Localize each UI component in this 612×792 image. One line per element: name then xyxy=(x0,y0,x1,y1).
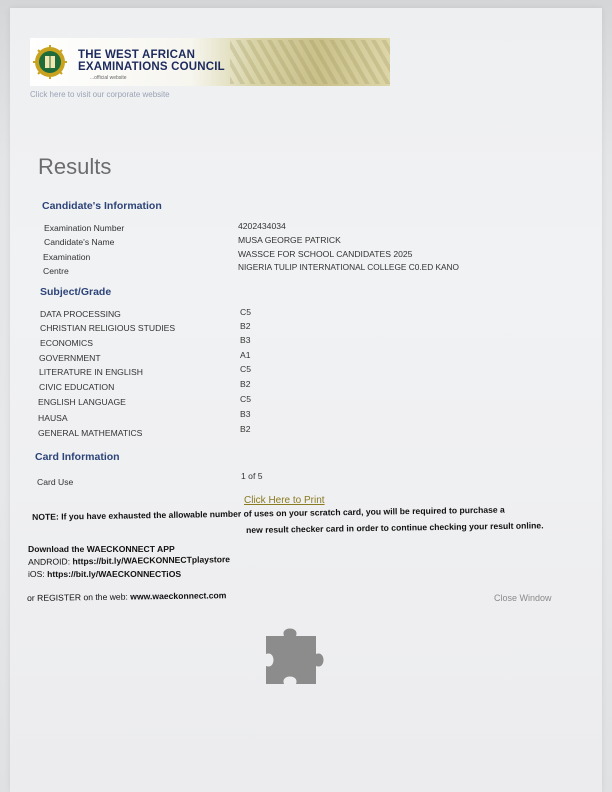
page-title: Results xyxy=(38,154,112,179)
examination-value: WASSCE FOR SCHOOL CANDIDATES 2025 xyxy=(238,249,413,259)
card-use-value: 1 of 5 xyxy=(241,471,263,481)
centre-label: Centre xyxy=(43,266,69,276)
exam-number-value: 4202434034 xyxy=(238,221,286,231)
app-download-text: Download the WAECKONNECT APP xyxy=(28,544,175,554)
corporate-website-link[interactable]: Click here to visit our corporate website xyxy=(30,90,170,99)
candidate-name-label: Candidate's Name xyxy=(44,237,115,247)
candidate-name-value: MUSA GEORGE PATRICK xyxy=(238,235,341,245)
puzzle-piece-icon xyxy=(260,622,330,688)
note-line2: new result checker card in order to continue checking your result online. xyxy=(246,520,544,535)
org-subtitle: ...official website xyxy=(90,75,127,81)
register-prefix: or REGISTER on the web: xyxy=(27,591,128,603)
note-line1: If you have exhausted the allowable number of uses on your scratch card, you will be required to purchase a xyxy=(61,504,505,522)
ios-label: iOS: xyxy=(28,569,45,579)
register-link[interactable]: www.waeckonnect.com xyxy=(130,590,227,602)
subject-grade-heading: Subject/Grade xyxy=(40,286,112,298)
grade-row-value: B2 xyxy=(240,379,251,389)
grade-row-value: B3 xyxy=(240,335,251,345)
grade-row-subject: GOVERNMENT xyxy=(39,353,101,363)
note-prefix: NOTE: xyxy=(32,511,59,522)
card-use-label: Card Use xyxy=(37,477,74,487)
grade-row-value: A1 xyxy=(240,350,251,360)
waec-crest-icon xyxy=(33,45,67,79)
examination-label: Examination xyxy=(43,252,91,262)
print-link[interactable]: Click Here to Print xyxy=(244,495,325,506)
grade-row-value: B2 xyxy=(240,321,251,331)
ios-line xyxy=(28,569,181,579)
grade-row-value: C5 xyxy=(240,364,251,374)
grade-row-value: C5 xyxy=(240,307,251,317)
android-link[interactable]: https://bit.ly/WAECKONNECTplaystore xyxy=(72,554,231,567)
banner-art xyxy=(230,40,390,84)
org-name-line2: EXAMINATIONS COUNCIL xyxy=(78,61,225,73)
exam-number-label: Examination Number xyxy=(44,223,125,233)
grade-row-value: B3 xyxy=(240,409,251,419)
centre-value: NIGERIA TULIP INTERNATIONAL COLLEGE C0.ED KANO xyxy=(238,262,460,272)
org-name-line1: THE WEST AFRICAN xyxy=(78,49,196,61)
grade-row-subject: ENGLISH LANGUAGE xyxy=(38,397,126,407)
candidate-info-heading: Candidate's Information xyxy=(42,200,162,212)
waec-header-banner[interactable] xyxy=(30,38,390,86)
android-label: ANDROID: xyxy=(28,556,71,567)
grade-row-subject: LITERATURE IN ENGLISH xyxy=(39,367,143,377)
organization-name xyxy=(78,49,225,73)
grade-row-value: B2 xyxy=(240,424,251,434)
card-info-heading: Card Information xyxy=(35,451,120,463)
grade-row-subject: HAUSA xyxy=(38,413,68,423)
ios-link[interactable]: https://bit.ly/WAECKONNECTiOS xyxy=(47,569,182,579)
grade-row-subject: DATA PROCESSING xyxy=(40,309,121,319)
grade-row-value: C5 xyxy=(240,394,251,404)
grade-row-subject: CIVIC EDUCATION xyxy=(39,382,115,392)
close-window-link[interactable]: Close Window xyxy=(494,593,552,603)
grade-row-subject: ECONOMICS xyxy=(40,338,93,348)
grade-row-subject: CHRISTIAN RELIGIOUS STUDIES xyxy=(40,323,176,333)
grade-row-subject: GENERAL MATHEMATICS xyxy=(38,428,143,438)
